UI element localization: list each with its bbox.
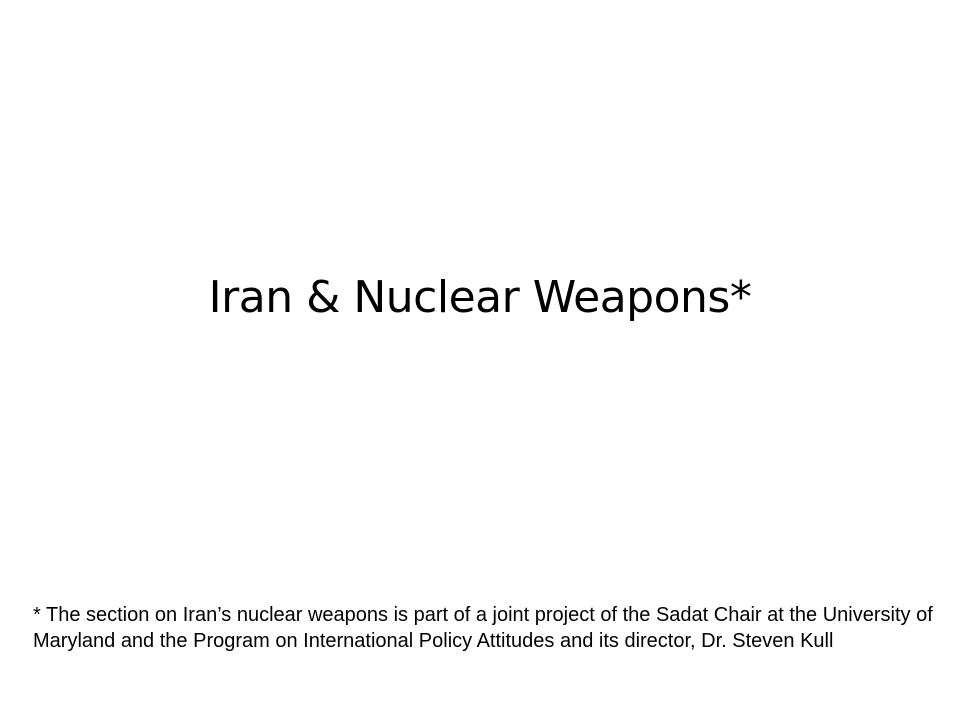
slide-footnote: * The section on Iran’s nuclear weapons is part of a joint project of the Sadat Chair at the University of Maryland and the Program on International Policy Attitudes and its director, Dr. Steven Kull bbox=[33, 604, 933, 652]
slide-title: Iran & Nuclear Weapons* bbox=[208, 272, 752, 323]
